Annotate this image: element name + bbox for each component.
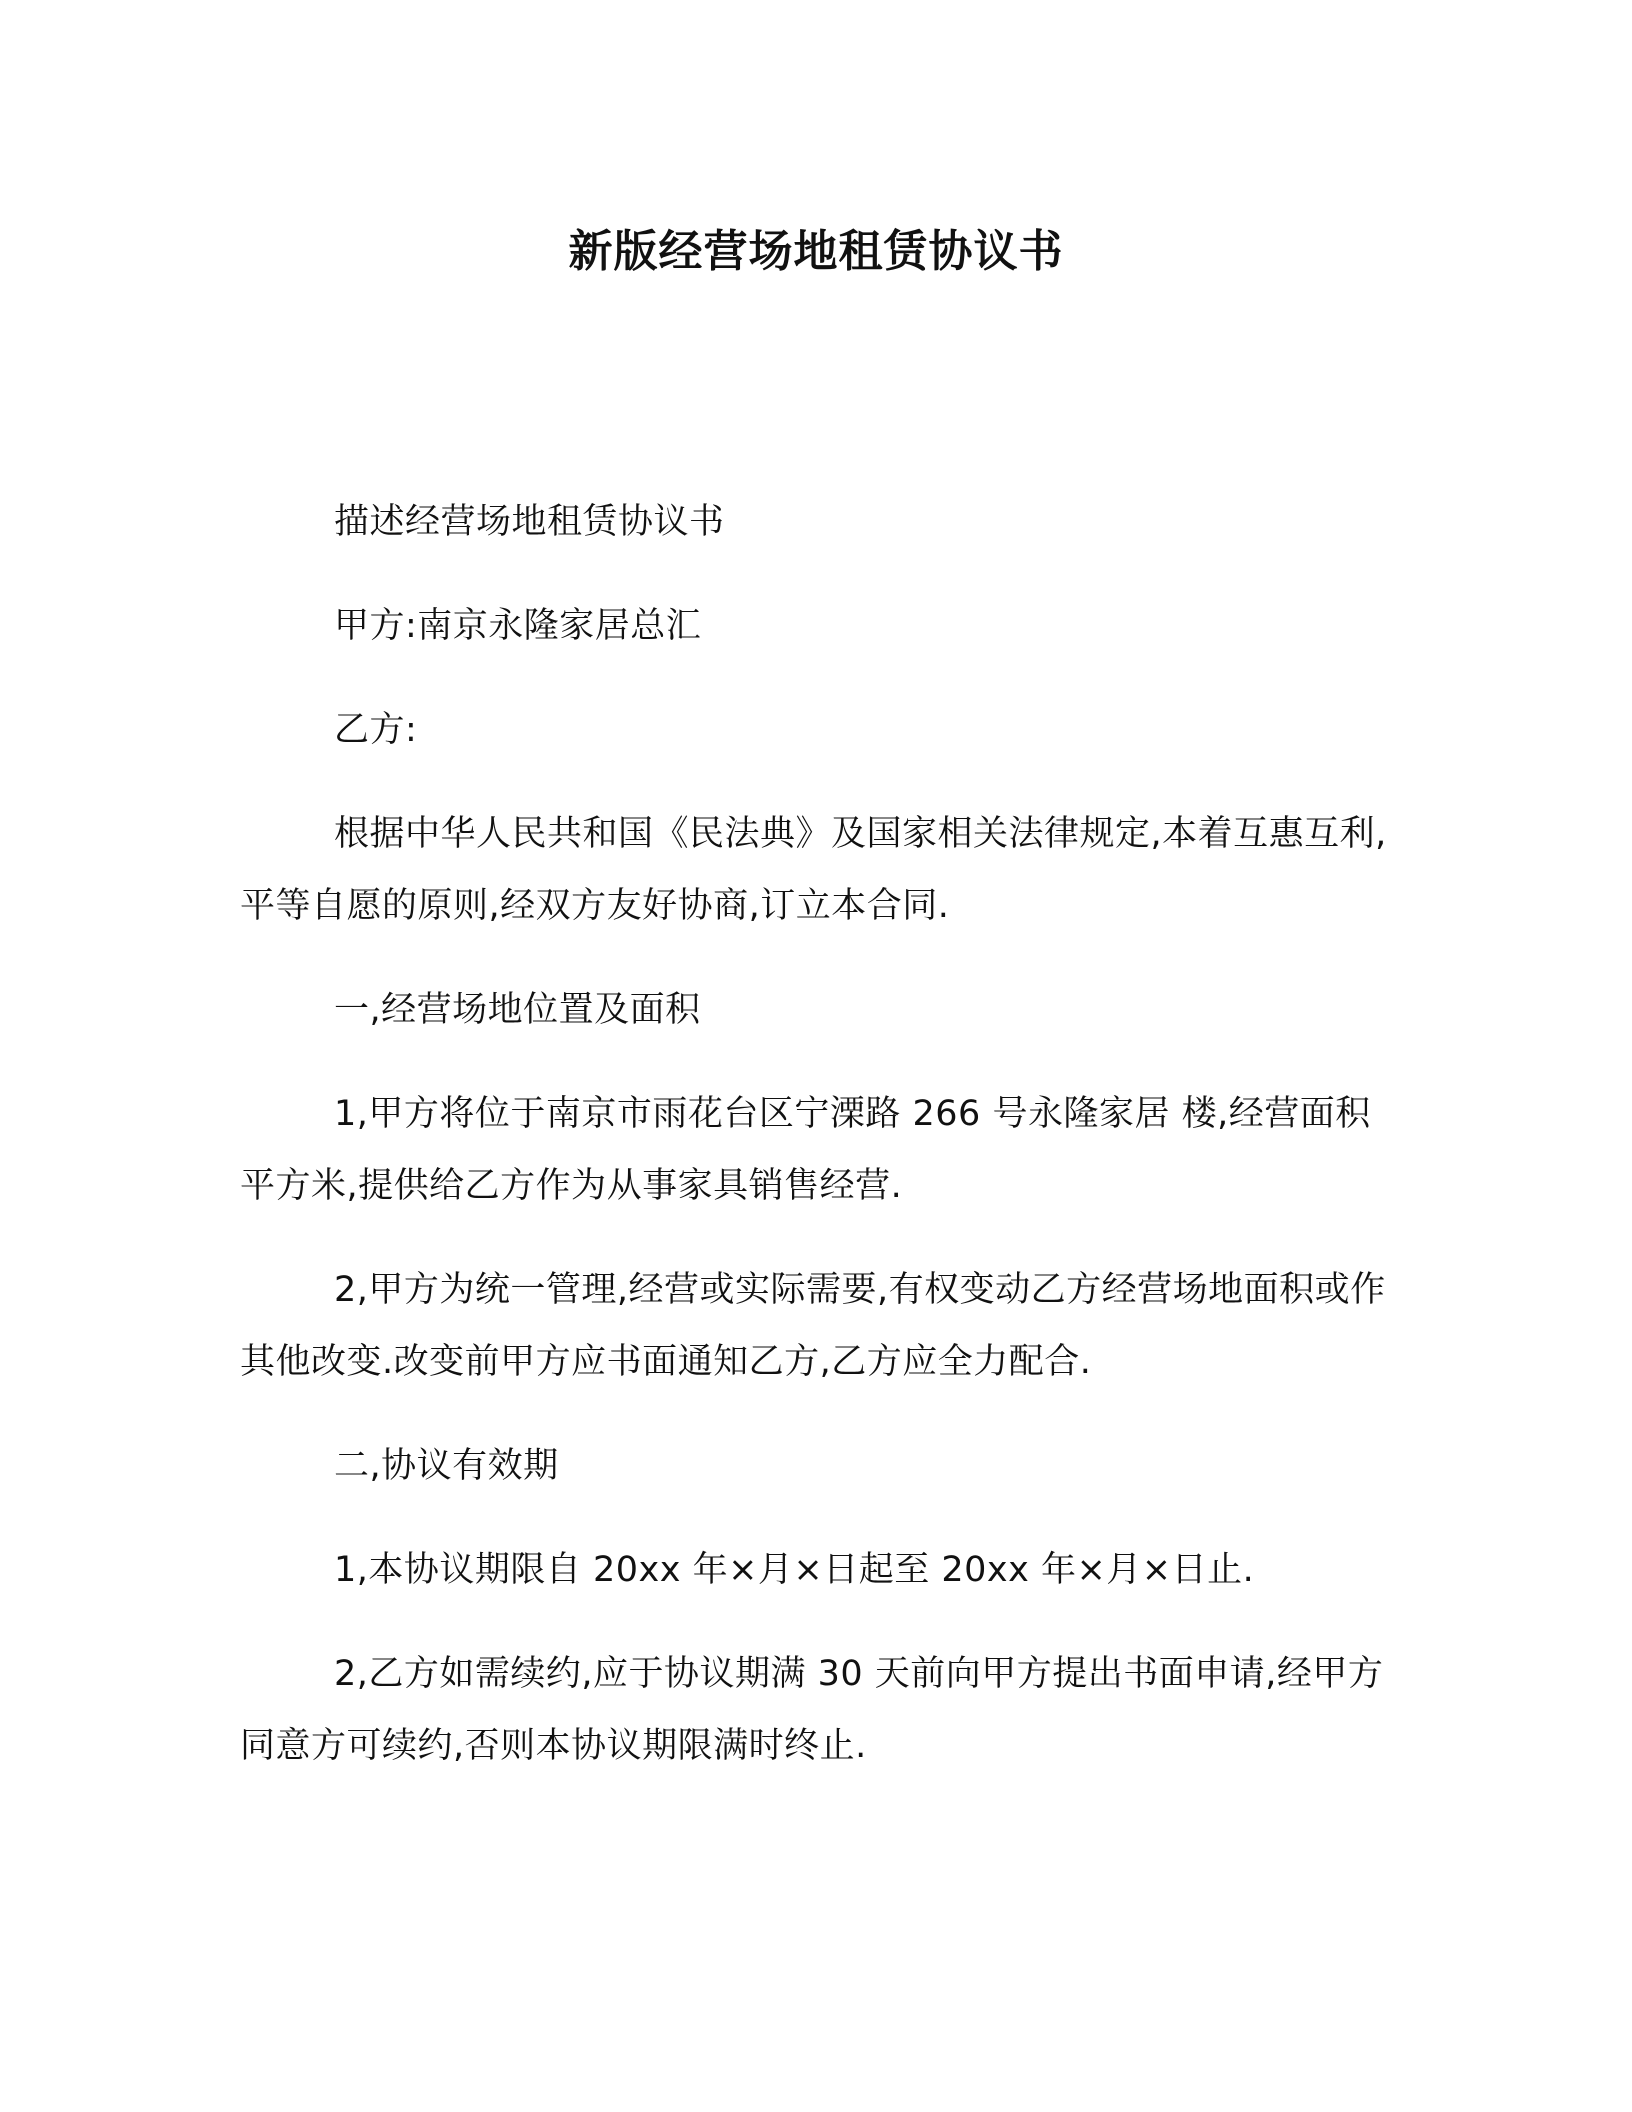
document-body [240,486,1390,1814]
clause-1-2-paragraph: 2,甲方为统一管理,经营或实际需要,有权变动乙方经营场地面积或作其他改变.改变前甲方应书面通知乙方,乙方应全力配合. [240,1270,1386,1382]
document-title: 新版经营场地租赁协议书 [568,226,1064,277]
clause-1-1-paragraph: 1,甲方将位于南京市雨花台区宁溧路 266 号永隆家居 楼,经营面积 平方米,提供给乙方作为从事家具销售经营. [240,1094,1371,1206]
preamble-paragraph: 根据中华人民共和国《民法典》及国家相关法律规定,本着互惠互利,平等自愿的原则,经双方友好协商,订立本合同. [240,814,1387,926]
clause-2-2-paragraph: 2,乙方如需续约,应于协议期满 30 天前向甲方提出书面申请,经甲方同意方可续约,否则本协议期限满时终止. [240,1654,1384,1766]
section-1-heading: 一,经营场地位置及面积 [334,990,701,1030]
section-2-heading: 二,协议有效期 [334,1446,559,1486]
party-a-paragraph: 甲方:南京永隆家居总汇 [334,606,702,646]
party-b-paragraph: 乙方: [334,710,418,750]
subtitle-paragraph: 描述经营场地租赁协议书 [334,502,725,542]
clause-2-1-paragraph: 1,本协议期限自 20xx 年×月×日起至 20xx 年×月×日止. [334,1550,1255,1590]
